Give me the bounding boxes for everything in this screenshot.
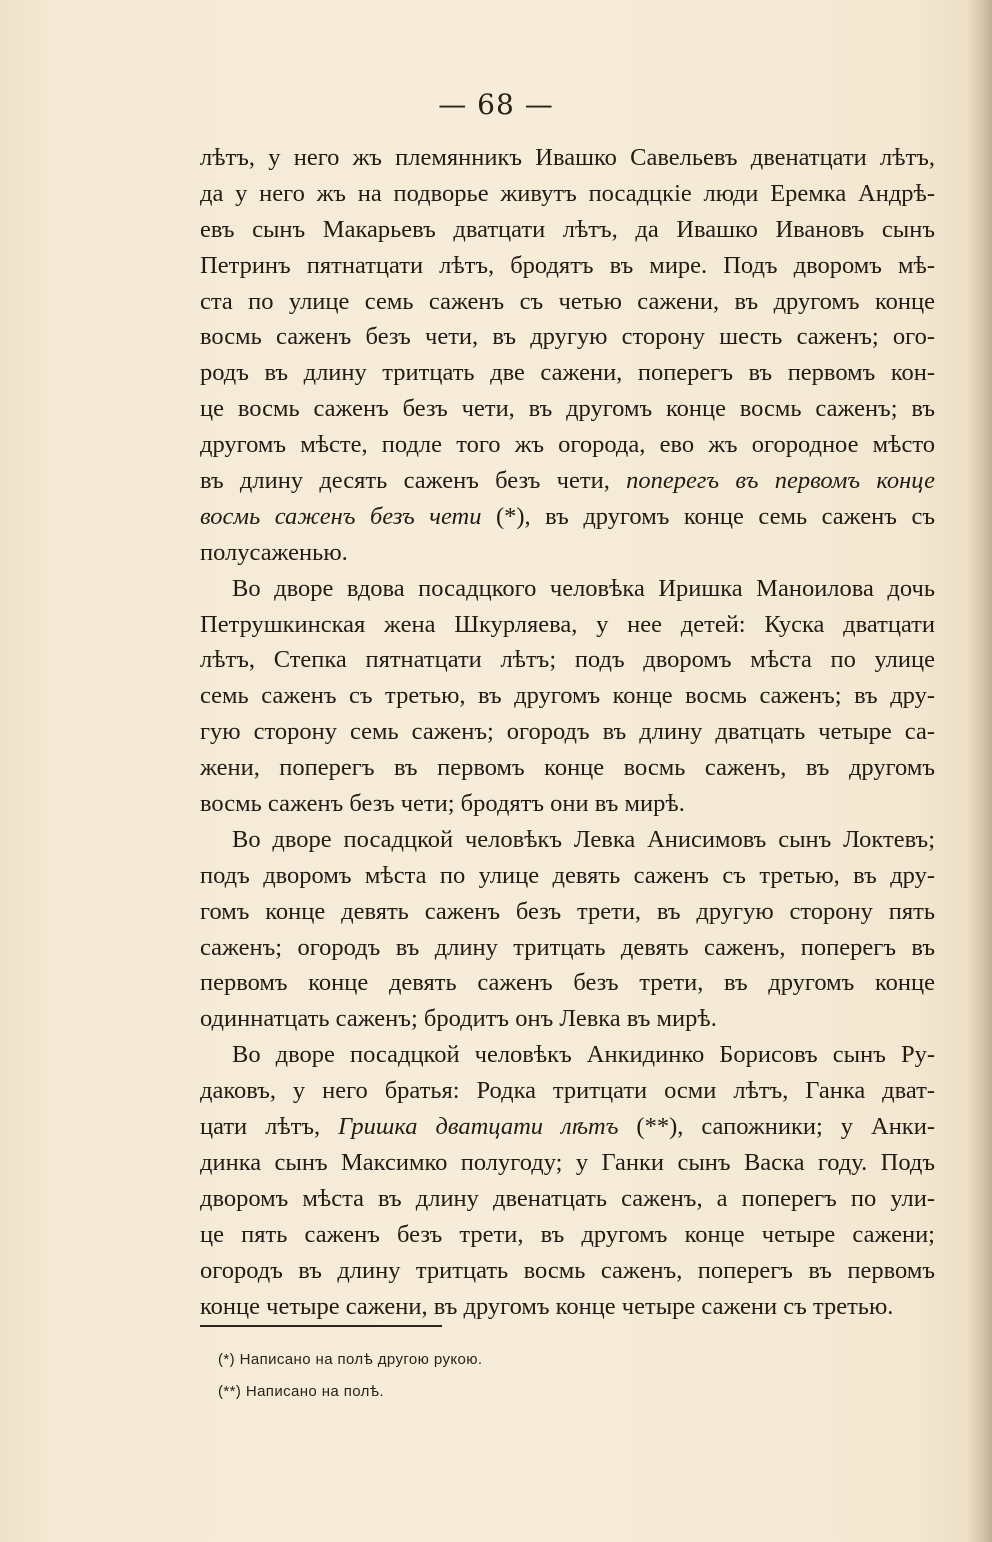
body-text xyxy=(200,140,935,1324)
text-span: (**), сапожники; у Анки- xyxy=(618,1113,935,1141)
text-line: Во дворе посадцкой человѣкъ Левка Анисимовъ сынъ Локтевъ; xyxy=(232,825,935,853)
text-span: (*), въ другомъ конце семь саженъ съ xyxy=(481,502,935,530)
text-line: родъ въ длину тритцать две сажени, поперегъ въ первомъ кон- xyxy=(200,359,935,387)
italic-text-span: поперегъ въ первомъ конце xyxy=(626,467,936,495)
text-line: Во дворе вдова посадцкого человѣка Иришка Маноилова дочь xyxy=(232,574,935,602)
text-line: дворомъ мѣста въ длину двенатцать саженъ, а поперегъ по ули- xyxy=(200,1184,935,1212)
text-line xyxy=(200,463,935,499)
text-line: Петрушкинская жена Шкурляева, у нее детей: Куска дватцати xyxy=(200,610,935,638)
footnote-rule xyxy=(200,1325,442,1327)
text-line: ста по улице семь саженъ съ четью сажени, въ другомъ конце xyxy=(200,287,935,315)
text-line: лѣтъ, у него жъ племянникъ Ивашко Савельевъ двенатцати лѣтъ, xyxy=(200,144,935,171)
text-line: лѣтъ, Степка пятнатцати лѣтъ; подъ дворомъ мѣста по улице xyxy=(200,646,935,674)
page-edge-shadow xyxy=(968,0,992,1542)
text-span: цати лѣтъ, xyxy=(200,1113,339,1141)
text-line: да у него жъ на подворье живутъ посадцкіе люди Еремка Андрѣ- xyxy=(200,179,935,207)
page-number: — 68 — xyxy=(438,88,554,121)
text-line: одиннатцать саженъ; бродитъ онъ Левка въ мирѣ. xyxy=(200,1005,717,1033)
italic-text-span: Гришка дватцати лѣтъ xyxy=(338,1113,619,1141)
text-line: це пять саженъ безъ трети, въ другомъ конце четыре сажени; xyxy=(200,1220,935,1248)
text-line: це восмь саженъ безъ чети, въ другомъ конце восмь саженъ; въ xyxy=(200,395,935,423)
text-line: жени, поперегъ въ первомъ конце восмь саженъ, въ другомъ xyxy=(200,754,935,782)
text-line: динка сынъ Максимко полугоду; у Ганки сынъ Васка году. Подъ xyxy=(200,1148,935,1176)
text-line: полусаженью. xyxy=(200,538,348,566)
text-line: семь саженъ съ третью, въ другомъ конце восмь саженъ; въ дру- xyxy=(200,682,935,710)
text-line: подъ дворомъ мѣста по улице девять саженъ съ третью, въ дру- xyxy=(200,861,935,889)
text-line xyxy=(200,499,935,535)
text-line: первомъ конце девять саженъ безъ трети, въ другомъ конце xyxy=(200,969,935,997)
text-line xyxy=(200,1109,935,1145)
text-line: огородъ въ длину тритцать восмь саженъ, поперегъ въ первомъ xyxy=(200,1256,935,1284)
italic-text-span: восмь саженъ безъ чети xyxy=(200,502,482,530)
text-line: Петринъ пятнатцати лѣтъ, бродятъ въ мире. Подъ дворомъ мѣ- xyxy=(200,251,935,279)
text-line: евъ сынъ Макарьевъ дватцати лѣтъ, да Ивашко Ивановъ сынъ xyxy=(200,215,935,243)
text-line: восмь саженъ безъ чети, въ другую сторону шесть саженъ; ого- xyxy=(200,323,935,351)
text-line: восмь саженъ безъ чети; бродятъ они въ мирѣ. xyxy=(200,790,685,818)
footnote-1: (*) Написано на полѣ другою рукою. xyxy=(218,1351,483,1368)
text-line: саженъ; огородъ въ длину тритцать девять саженъ, поперегъ въ xyxy=(200,933,935,961)
text-line: другомъ мѣсте, подле того жъ огорода, ево жъ огородное мѣсто xyxy=(200,431,935,459)
text-span: въ длину десять саженъ безъ чети, xyxy=(200,467,627,495)
text-line: конце четыре сажени, въ другомъ конце четыре сажени съ третью. xyxy=(200,1292,894,1320)
footnotes xyxy=(218,1346,482,1410)
text-line: гую сторону семь саженъ; огородъ въ длину дватцать четыре са- xyxy=(200,718,935,746)
text-line: даковъ, у него братья: Родка тритцати осми лѣтъ, Ганка дват- xyxy=(200,1077,935,1105)
text-line: гомъ конце девять саженъ безъ трети, въ другую сторону пять xyxy=(200,897,935,925)
footnote-2: (**) Написано на полѣ. xyxy=(218,1383,384,1400)
text-line: Во дворе посадцкой человѣкъ Анкидинко Борисовъ сынъ Ру- xyxy=(232,1041,935,1069)
